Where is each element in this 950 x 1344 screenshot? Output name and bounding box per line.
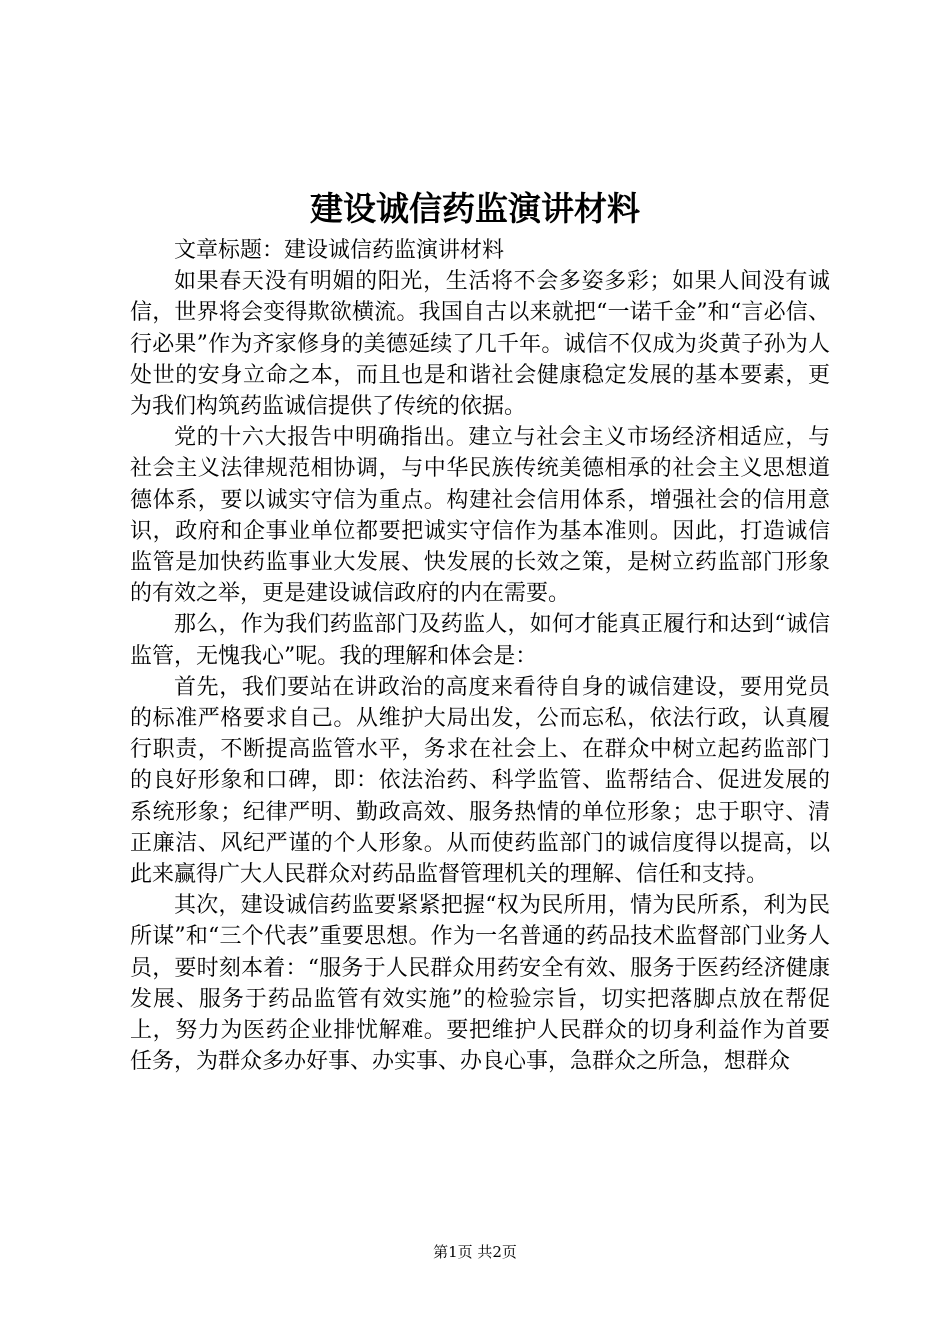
document-title: 建设诚信药监演讲材料 <box>310 189 640 228</box>
paragraph: 其次，建设诚信药监要紧紧把握“权为民所用，情为民所系，利为民所谋”和“三个代表”重要思想。作为一名普通的药品技术监督部门业务人员，要时刻本着：“服务于人民群众用药安全有效、服务于医药经济健康发展、服务于药品监管有效实施”的检验宗旨，切实把落脚点放在帮促上，努力为医药企业排忧解难。要把维护人民群众的切身利益作为首要任务，为群众多办好事、办实事、办良心事，急群众之所急，想群众 <box>130 893 830 1075</box>
document-body <box>130 235 830 1077</box>
paragraph: 如果春天没有明媚的阳光，生活将不会多姿多彩；如果人间没有诚信，世界将会变得欺欲横流。我国自古以来就把“一诺千金”和“言必信、行必果”作为齐家修身的美德延续了几千年。诚信不仅成为炎黄子孙为人处世的安身立命之本，而且也是和谐社会健康稳定发展的基本要素，更为我们构筑药监诚信提供了传统的依据。 <box>130 269 830 420</box>
paragraph-article-heading: 文章标题：建设诚信药监演讲材料 <box>174 238 505 263</box>
paragraph: 那么，作为我们药监部门及药监人，如何才能真正履行和达到“诚信监管，无愧我心”呢。我的理解和体会是： <box>130 612 830 669</box>
page-footer: 第1页 共2页 <box>433 1243 517 1261</box>
paragraph: 首先，我们要站在讲政治的高度来看待自身的诚信建设，要用党员的标准严格要求自己。从维护大局出发，公而忘私，依法行政，认真履行职责，不断提高监管水平，务求在社会上、在群众中树立起药监部门的良好形象和口碑，即：依法治药、科学监管、监帮结合、促进发展的系统形象；纪律严明、勤政高效、服务热情的单位形象；忠于职守、清正廉洁、风纪严谨的个人形象。从而使药监部门的诚信度得以提高，以此来赢得广大人民群众对药品监督管理机关的理解、信任和支持。 <box>130 674 830 888</box>
paragraph: 党的十六大报告中明确指出。建立与社会主义市场经济相适应，与社会主义法律规范相协调，与中华民族传统美德相承的社会主义思想道德体系，要以诚实守信为重点。构建社会信用体系，增强社会的信用意识，政府和企事业单位都要把诚实守信作为基本准则。因此，打造诚信监管是加快药监事业大发展、快发展的长效之策，是树立药监部门形象的有效之举，更是建设诚信政府的内在需要。 <box>130 425 830 607</box>
